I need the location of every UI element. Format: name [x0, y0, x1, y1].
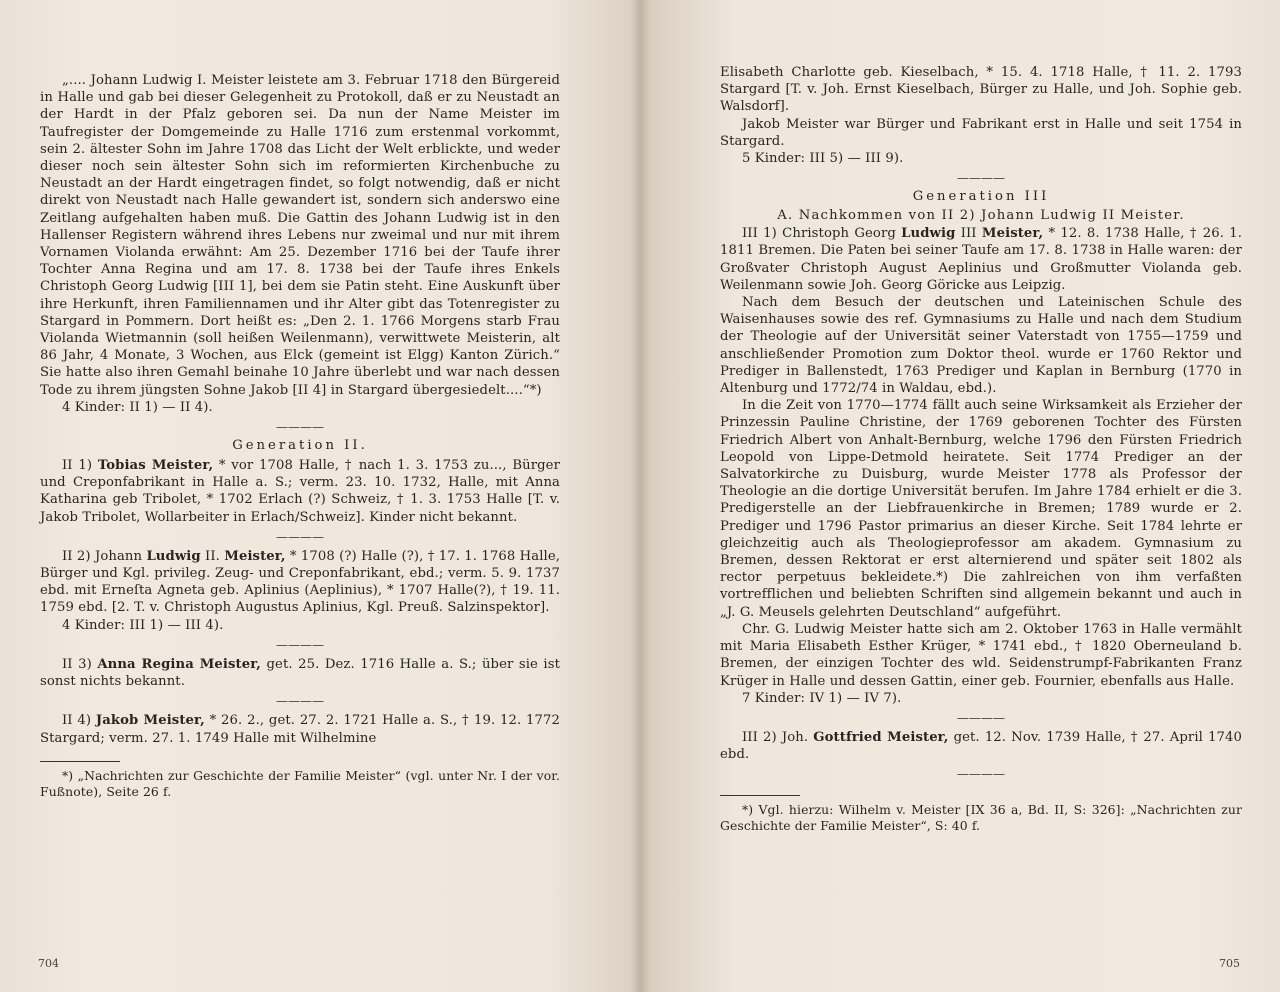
entry-label: III 2) Joh. — [742, 729, 809, 745]
right-page — [640, 0, 1280, 992]
section-subheading: A. Nachkommen von II 2) Johann Ludwig II Meister. — [777, 208, 1185, 224]
separator: ———— — [276, 637, 324, 652]
entry-name: Ludwig — [901, 226, 956, 242]
intro-paragraph: „.... Johann Ludwig I. Meister leistete am 3. Februar 1718 den Bürgereid in Halle und gab bei dieser Gelegenheit zu Protokoll, daß er zu Neustadt an der Hardt in der Pfalz geboren sei. Da nun der Name Meister im Taufregister der Domgemeinde zu Halle 1716 zum erstenmal vorkommt, sein 2. ältester Sohn im Jahre 1708 das Licht der Welt erblickte, und weder dieser noch sein ältester Sohn sich im reformierten Kirchenbuche zu Neustadt an der Hardt eingetragen findet, so folgt notwendig, daß er nicht direkt von Neustadt nach Halle gewandert ist, sondern sich anderswo eine Zeitlang aufgehalten haben muß. Die Gattin des Johann Ludwig ist in den Hallenser Registern während ihres Lebens nur zweimal und nur mit ihrem Vornamen Violanda erwähnt: Am 25. Dezember 1716 bei der Taufe ihrer Tochter Anna Regina und am 17. 8. 1738 bei der Taufe ihres Enkels Christoph Georg Ludwig [III 1], bei dem sie Patin steht. Eine Auskunft über ihre Herkunft, ihren Familiennamen und ihr Alter gibt das Totenregister zu Stargard in Pommern. Dort heißt es: „Den 2. 1. 1766 Morgens starb Frau Violanda Wietmannin (soll heißen Weilenmann), verwittwete Meisterin, alt 86 Jahr, 4 Monate, 3 Wochen, aus Elck (gemeint ist Elgg) Kanton Zürich.“ Sie hatte also ihren Gemahl beinahe 10 Jahre überlebt und war nach dessen Tode zu ihrem jüngsten Sohne Jakob [II 4] in Stargard übergesiedelt....“*) — [40, 73, 560, 398]
biography-paragraph: Nach dem Besuch der deutschen und Lateinischen Schule des Waisenhauses sowie des ref. Gymnasiums zu Halle und nach dem Studium der Theologie auf der Universität seiner Vaterstadt von 1755—1759 und anschließender Promotion zum Doktor theol. wurde er 1760 Rektor und Prediger in Ballenstedt, 1763 Prediger und Kaplan in Bernburg (1770 in Altenburg und 1772/74 in Waldau, ebd.). — [720, 295, 1242, 397]
jakob-paragraph: Jakob Meister war Bürger und Fabrikant erst in Halle und seit 1754 in Stargard. — [720, 116, 1242, 149]
entry-surname: Meister, — [224, 548, 286, 564]
entry-name: Tobias Meister, — [97, 458, 214, 474]
entry-ii-4 — [40, 712, 560, 746]
entry-text: get. 25. Dez. 1716 Halle a. S.; über sie ist sonst nichts bekannt. — [40, 656, 561, 690]
separator: ———— — [276, 420, 324, 435]
separator: ———— — [957, 171, 1005, 186]
entry-label: II 2) Johann — [62, 548, 143, 564]
entry-text: * 12. 8. 1738 Halle, † 26. 1. 1811 Bremen. Die Paten bei seiner Taufe am 17. 8. 1738 in Halle waren: der Großvater Christoph August Aeplinius und Großmutter Violanda geb. Weilenmann sowie Joh. Georg Göricke aus Leipzig. — [720, 226, 1243, 293]
entry-ii-1 — [40, 457, 560, 526]
entry-text: * 1708 (?) Halle (?), † 17. 1. 1768 Halle, Bürger und Kgl. privileg. Zeug- und Creponfabrikant, ebd.; verm. 5. 9. 1737 ebd. mit Erneſta Agneta geb. Aplinius (Aeplinius), * 1707 Halle(?), † 19. 11. 1759 ebd. [2. T. v. Christoph Augustus Aplinius, Kgl. Preuß. Salzinspektor]. — [40, 548, 561, 616]
continuation-text: Elisabeth Charlotte geb. Kieselbach, * 15. 4. 1718 Halle, † 11. 2. 1793 Stargard [T. v. Joh. Ernst Kieselbach, Bürger zu Halle, und Joh. Sophie geb. Walsdorf]. — [720, 65, 1242, 115]
entry-ii-2 — [40, 548, 560, 617]
biography-paragraph: In die Zeit von 1770—1774 fällt auch seine Wirksamkeit als Erzieher der Prinzessin Pauline Christine, der 1769 geborenen Tochter des Fürsten Friedrich Albert von Anhalt-Bernburg, welche 1796 den Fürsten Friedrich Leopold von Lippe-Detmold heiratete. Seit 1774 Prediger an der Salvatorkirche zu Duisburg, wurde Meister 1778 als Professor der Theologie an die dortige Universität berufen. Im Jahre 1784 erhielt er die 3. Predigerstelle an der Liebfrauenkirche in Bremen; 1789 wurde er 2. Prediger und 1796 Pastor primarius an dieser Kirche. Seit 1784 lehrte er gleichzeitig auch als Theologieprofessor am akadem. Gymnasium zu Bremen, dessen Rektorat er erst alternierend und später seit 1802 als rector perpetuus bekleidete.*) Die zahlreichen von ihm verfaßten vortrefflichen und beliebten Schriften sind allgemein bekannt und auch in „J. G. Meusels gelehrten Deutschland“ aufgeführt. — [720, 398, 1242, 620]
generation-heading: Generation II. — [232, 438, 368, 454]
footnote — [40, 768, 560, 800]
separator: ———— — [276, 529, 324, 544]
children-count: 4 Kinder: II 1) — II 4). — [62, 399, 213, 415]
separator: ———— — [957, 767, 1005, 782]
entry-label: II 4) — [62, 713, 92, 729]
entry-iii-2 — [720, 729, 1242, 763]
footnote-text: *) „Nachrichten zur Geschichte der Familie Meister“ (vgl. unter Nr. I der vor. Fußnote), Seite 26 f. — [40, 767, 560, 799]
entry-name: Gottfried Meister, — [813, 729, 949, 745]
entry-text: get. 12. Nov. 1739 Halle, † 27. April 1740 ebd. — [720, 729, 1243, 763]
footnote — [720, 802, 1242, 834]
entry-text: * vor 1708 Halle, † nach 1. 3. 1753 zu..., Bürger und Creponfabrikant in Halle a. S.; verm. 23. 10. 1732, Halle, mit Anna Katharina geb Tribolet, * 1702 Erlach (?) Schweiz, † 1. 3. 1753 Halle [T. v. Jakob Tribolet, Wollarbeiter in Erlach/Schweiz]. Kinder nicht bekannt. — [40, 458, 560, 525]
separator: ———— — [276, 694, 324, 709]
entry-name: Anna Regina Meister, — [97, 656, 262, 672]
entry-roman: II. — [205, 548, 220, 564]
entry-label: III 1) Christoph Georg — [742, 226, 896, 242]
separator: ———— — [957, 710, 1005, 725]
entry-iii-1 — [720, 225, 1242, 294]
footnote-rule — [40, 761, 120, 762]
entry-label: II 1) — [62, 458, 93, 474]
page-number: 705 — [1219, 957, 1240, 970]
children-count: 5 Kinder: III 5) — III 9). — [742, 151, 904, 167]
footnote-rule — [720, 795, 800, 796]
entry-surname: Meister, — [981, 226, 1044, 242]
footnote-text: *) Vgl. hierzu: Wilhelm v. Meister [IX 36 a, Bd. II, S: 326]: „Nachrichten zur Geschichte der Familie Meister“, S: 40 f. — [720, 802, 1242, 834]
entry-ii-3 — [40, 656, 560, 690]
entry-label: II 3) — [62, 656, 92, 672]
generation-heading: Generation III — [912, 189, 1050, 205]
children-count: 4 Kinder: III 1) — III 4). — [62, 617, 224, 633]
entry-name: Jakob Meister, — [95, 713, 205, 729]
entry-text: * 26. 2., get. 27. 2. 1721 Halle a. S., † 19. 12. 1772 Stargard; verm. 27. 1. 1749 Halle mit Wilhelmine — [40, 713, 561, 746]
children-count: 7 Kinder: IV 1) — IV 7). — [742, 690, 902, 706]
entry-roman: III — [960, 226, 977, 242]
entry-name: Ludwig — [146, 548, 201, 564]
page-number: 704 — [38, 957, 59, 970]
biography-paragraph: Chr. G. Ludwig Meister hatte sich am 2. Oktober 1763 in Halle vermählt mit Maria Elisabeth Esther Krüger, * 1741 ebd., † 1820 Oberneuland b. Bremen, der einzigen Tochter des wld. Seidenstrumpf-Fabrikanten Franz Krüger in Halle und dessen Gattin, einer geb. Fournier, ebenfalls aus Halle. — [720, 621, 1242, 689]
